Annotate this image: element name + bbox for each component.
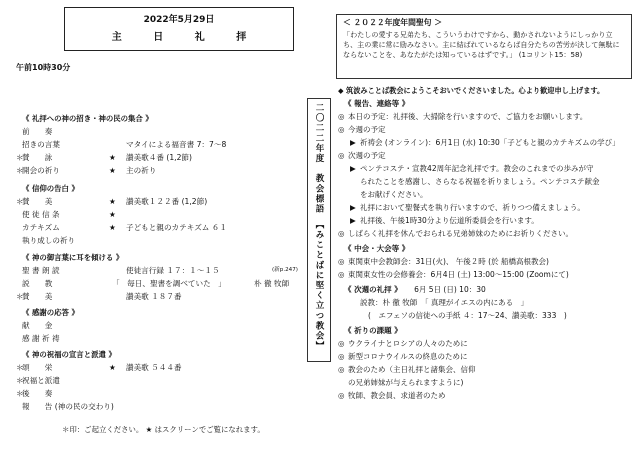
circle-icon: ◎: [338, 151, 345, 160]
circle-icon: ◎: [338, 270, 345, 279]
heading-reports: 《 報告、連絡等 》: [344, 99, 410, 108]
heading-meetings: 《 中会・大会等 》: [344, 244, 410, 253]
arrow-icon: ▶: [350, 138, 356, 147]
circle-icon: ◎: [338, 391, 345, 400]
annual-verse-heading: ＜ ２０２２年度年間聖句 ＞: [343, 18, 442, 27]
annual-verse-box: [336, 14, 632, 79]
circle-icon: ◎: [338, 112, 345, 121]
next-scripture: ( エフェソの信徒への手紙 ４：17～24、讃美歌：333 ): [368, 311, 567, 320]
report-subitem-cont: られたことを感謝し、さらなる祝福を祈りましょう。ペンテコステ献金: [360, 177, 600, 186]
annual-verse-body: 「わたしの愛する兄弟たち、こういうわけですから、動かされないようにしっかり立ち、主の業に常に励みなさい。主に結ばれているならば自分たちの苦労が決して無駄にならないことを、あなたがたは知っているはずです。」 (1コリント15：58): [343, 29, 620, 59]
section-gather: 《 礼拝への神の招き・神の民の集合 》: [22, 114, 153, 123]
report-subitem: ▶ ペンテコステ・宣教42周年記念礼拝です。教会のこれまでの歩みが守: [350, 164, 594, 173]
report-subitem: ▶ 礼拝後、午後1時30分より伝道所委員会を行います。: [350, 216, 539, 225]
report-subitem: ▶ 祈祷会 (オンライン)：6月1日 (水) 10:30「子どもと親のカテキズムの学び」: [350, 138, 620, 147]
heading-next-service: 《 次週の礼拝 》: [344, 285, 402, 294]
footnote: ＊印：ご起立ください。 ★ はスクリーンでご覧になれます。: [62, 425, 265, 434]
circle-icon: ◎: [338, 352, 345, 361]
bulletin-title-box: [64, 7, 294, 51]
section-send: 《 神の祝福の宣言と派遣 》: [22, 350, 116, 359]
service-date: 2022年5月29日: [143, 15, 215, 25]
circle-icon: ◎: [338, 339, 345, 348]
arrow-icon: ▶: [350, 216, 356, 225]
prayer-item: ◎ 牧師、教会員、求道者のため: [338, 391, 446, 400]
welcome-line: ◆ 筑波みことば教会にようこそおいでくださいました。心より歓迎申し上げます。: [338, 86, 605, 95]
motto-vertical-text: 二〇二二年度 教会標語 【みことばに堅く立つ教会】: [314, 103, 324, 352]
arrow-icon: ▶: [350, 203, 356, 212]
next-service-date: 6月 5日 (日) 10：30: [414, 285, 486, 294]
bullet-icon: ◆: [338, 86, 344, 95]
report-subitem: ▶ 礼拝において聖餐式を執り行いますので、祈りつつ備えましょう。: [350, 203, 585, 212]
report-item: ◎ 今週の予定: [338, 125, 386, 134]
next-service: [344, 285, 486, 294]
report-subitem-cont: をお献げください。: [360, 190, 428, 199]
circle-icon: ◎: [338, 229, 345, 238]
section-word: 《 神の御言葉に耳を傾ける 》: [22, 253, 124, 262]
prayer-item-cont: の兄弟姉妹が与えられますように): [348, 378, 464, 387]
circle-icon: ◎: [338, 365, 345, 374]
heading-prayer-topics: 《 祈りの課題 》: [344, 326, 402, 335]
service-time: 午前10時30分: [16, 63, 71, 72]
prayer-item: ◎ ウクライナとロシアの人々のために: [338, 339, 468, 348]
meeting-item: ◎ 東関東中会教師会：31日(火)、 午後２時 (於 船橋高根教会): [338, 257, 549, 266]
report-item: ◎ しばらく礼拝を休んでおられる兄弟姉妹のためにお祈りください。: [338, 229, 573, 238]
service-title: 主 日 礼 拝: [111, 32, 261, 44]
meeting-item: ◎ 東関東女性の会修養会：6月4日 (土) 13:00～15:00 (Zoomにて): [338, 270, 569, 279]
section-thanks: 《 感謝の応答 》: [22, 308, 79, 317]
prayer-item: ◎ 新型コロナウイルスの終息のために: [338, 352, 468, 361]
report-item: ◎ 本日の予定：礼拝後、大掃除を行いますので、ご協力をお願いします。: [338, 112, 588, 121]
prayer-item: ◎ 教会のため（主日礼拝と諸集会、信仰: [338, 365, 476, 374]
circle-icon: ◎: [338, 257, 345, 266]
section-confess: 《 信仰の告白 》: [22, 184, 79, 193]
circle-icon: ◎: [338, 125, 345, 134]
report-item: ◎ 次週の予定: [338, 151, 386, 160]
next-sermon: 説教：朴 徹 牧師 「 真理がイエスの内にある 」: [360, 298, 529, 307]
arrow-icon: ▶: [350, 164, 356, 173]
